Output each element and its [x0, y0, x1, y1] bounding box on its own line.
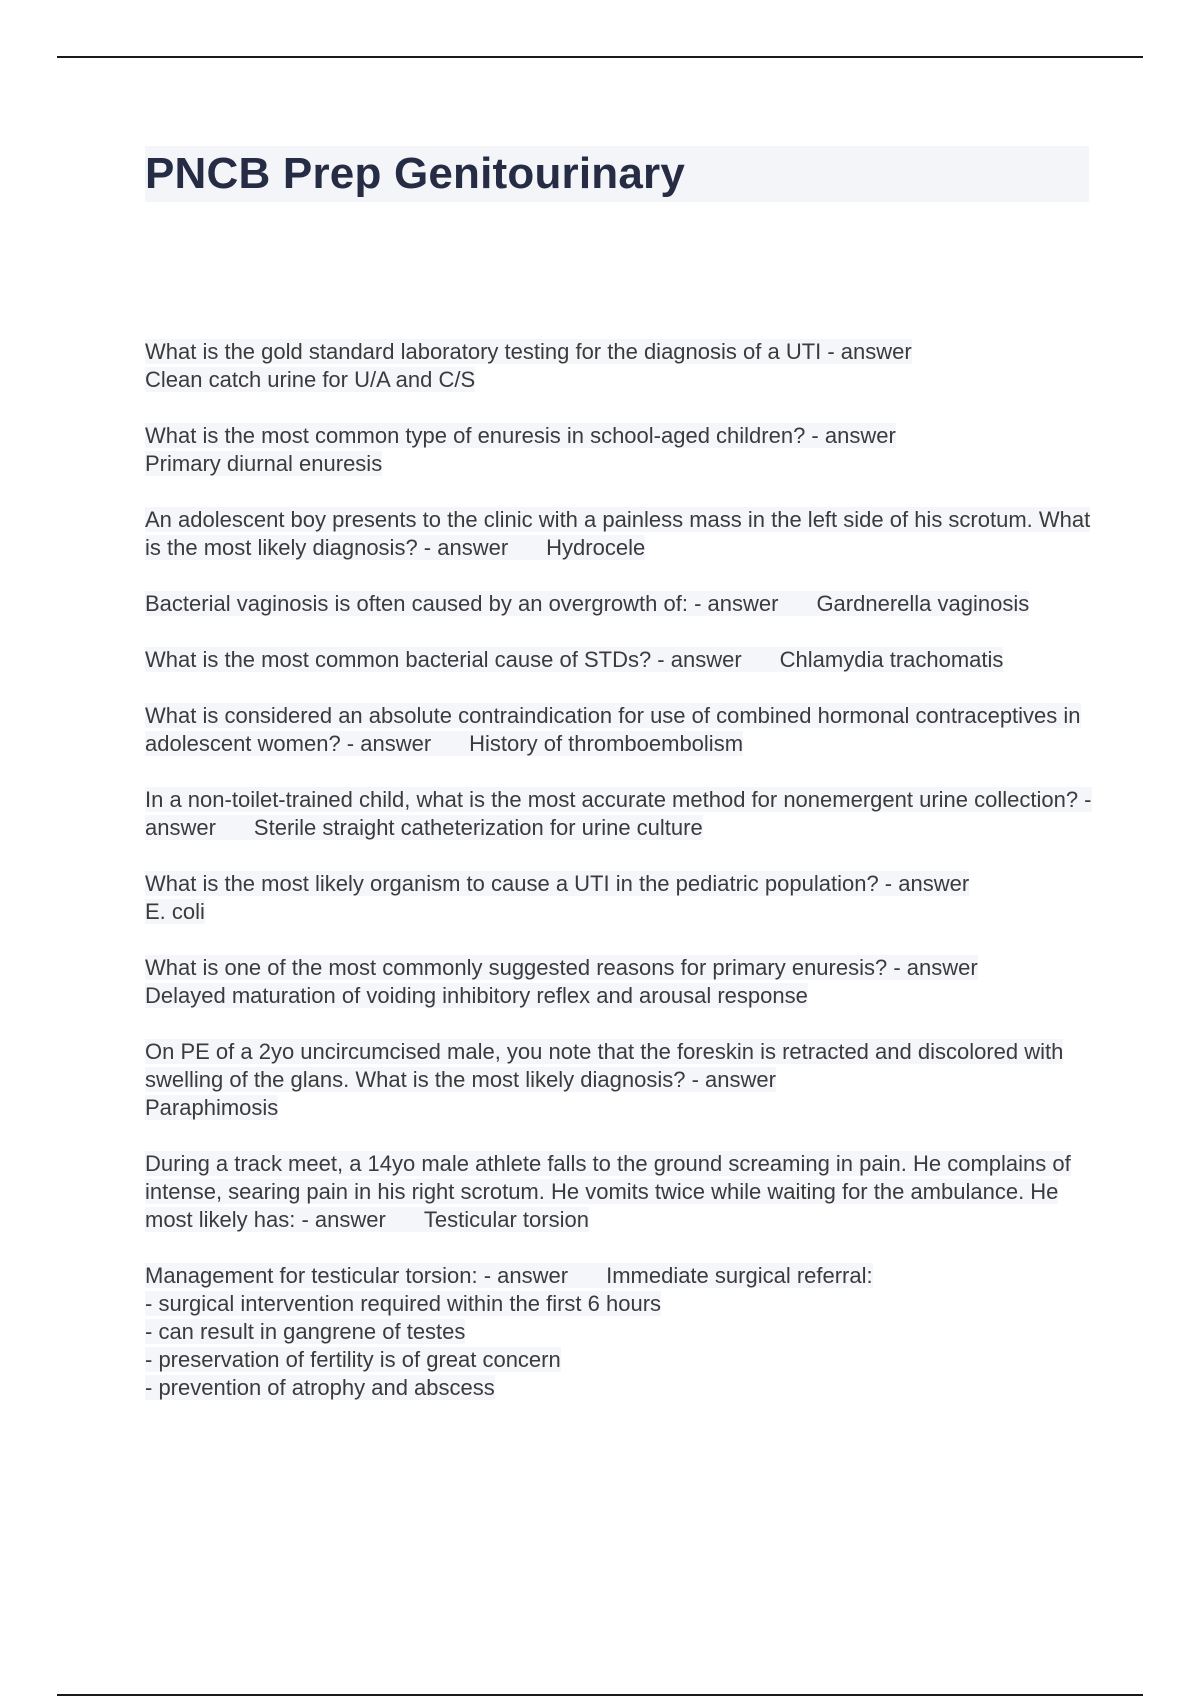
answer-text: Sterile straight catheterization for urine culture: [253, 815, 703, 840]
answer-text: Delayed maturation of voiding inhibitory reflex and arousal response: [145, 983, 808, 1008]
answer-bullet: - surgical intervention required within the first 6 hours: [145, 1291, 662, 1316]
qa-item: [145, 338, 1095, 394]
title-block: [145, 146, 1089, 202]
question-text: What is the most common type of enuresis in school-aged children? - answer: [145, 423, 896, 448]
qa-list: [145, 338, 1095, 1430]
qa-item: [145, 422, 1095, 478]
qa-item: [145, 702, 1095, 758]
question-text: What is the gold standard laboratory testing for the diagnosis of a UTI - answer: [145, 339, 912, 364]
answer-text: Paraphimosis: [145, 1095, 279, 1120]
question-text: An adolescent boy presents to the clinic with a painless mass in the left side of his scrotum. What is the most likely diagnosis? - answer: [145, 507, 1091, 560]
answer-bullet: - prevention of atrophy and abscess: [145, 1375, 495, 1400]
question-text: During a track meet, a 14yo male athlete falls to the ground screaming in pain. He complains of intense, searing pain in his right scrotum. He vomits twice while waiting for the ambulance. He most likely has: - answer: [145, 1151, 1071, 1232]
qa-item: [145, 1262, 1095, 1402]
answer-text: Clean catch urine for U/A and C/S: [145, 367, 476, 392]
qa-item: [145, 1150, 1095, 1234]
question-text: In a non-toilet-trained child, what is the most accurate method for nonemergent urine collection? - answer: [145, 787, 1092, 840]
question-text: Bacterial vaginosis is often caused by an overgrowth of: - answer: [145, 591, 779, 616]
answer-text: Hydrocele: [546, 535, 646, 560]
bottom-rule: [57, 1694, 1143, 1696]
answer-text: Gardnerella vaginosis: [816, 591, 1030, 616]
answer-text: History of thromboembolism: [469, 731, 744, 756]
qa-item: [145, 590, 1095, 618]
answer-bullet: - preservation of fertility is of great concern: [145, 1347, 561, 1372]
question-text: Management for testicular torsion: - answer: [145, 1263, 569, 1288]
qa-item: [145, 506, 1095, 562]
answer-text: Immediate surgical referral:: [606, 1263, 873, 1288]
qa-item: [145, 1038, 1095, 1122]
answer-text: E. coli: [145, 899, 205, 924]
answer-text: Primary diurnal enuresis: [145, 451, 383, 476]
qa-item: [145, 954, 1095, 1010]
page-title: PNCB Prep Genitourinary: [145, 149, 686, 198]
qa-item: [145, 786, 1095, 842]
question-text: On PE of a 2yo uncircumcised male, you note that the foreskin is retracted and discolored with swelling of the glans. What is the most likely diagnosis? - answer: [145, 1039, 1064, 1092]
qa-item: [145, 870, 1095, 926]
question-text: What is considered an absolute contraindication for use of combined hormonal contraceptives in adolescent women? - answer: [145, 703, 1081, 756]
qa-item: [145, 646, 1095, 674]
answer-text: Testicular torsion: [423, 1207, 589, 1232]
top-rule: [57, 56, 1143, 58]
question-text: What is the most common bacterial cause of STDs? - answer: [145, 647, 742, 672]
answer-bullet: - can result in gangrene of testes: [145, 1319, 466, 1344]
question-text: What is the most likely organism to cause a UTI in the pediatric population? - answer: [145, 871, 970, 896]
question-text: What is one of the most commonly suggested reasons for primary enuresis? - answer: [145, 955, 978, 980]
answer-text: Chlamydia trachomatis: [779, 647, 1004, 672]
